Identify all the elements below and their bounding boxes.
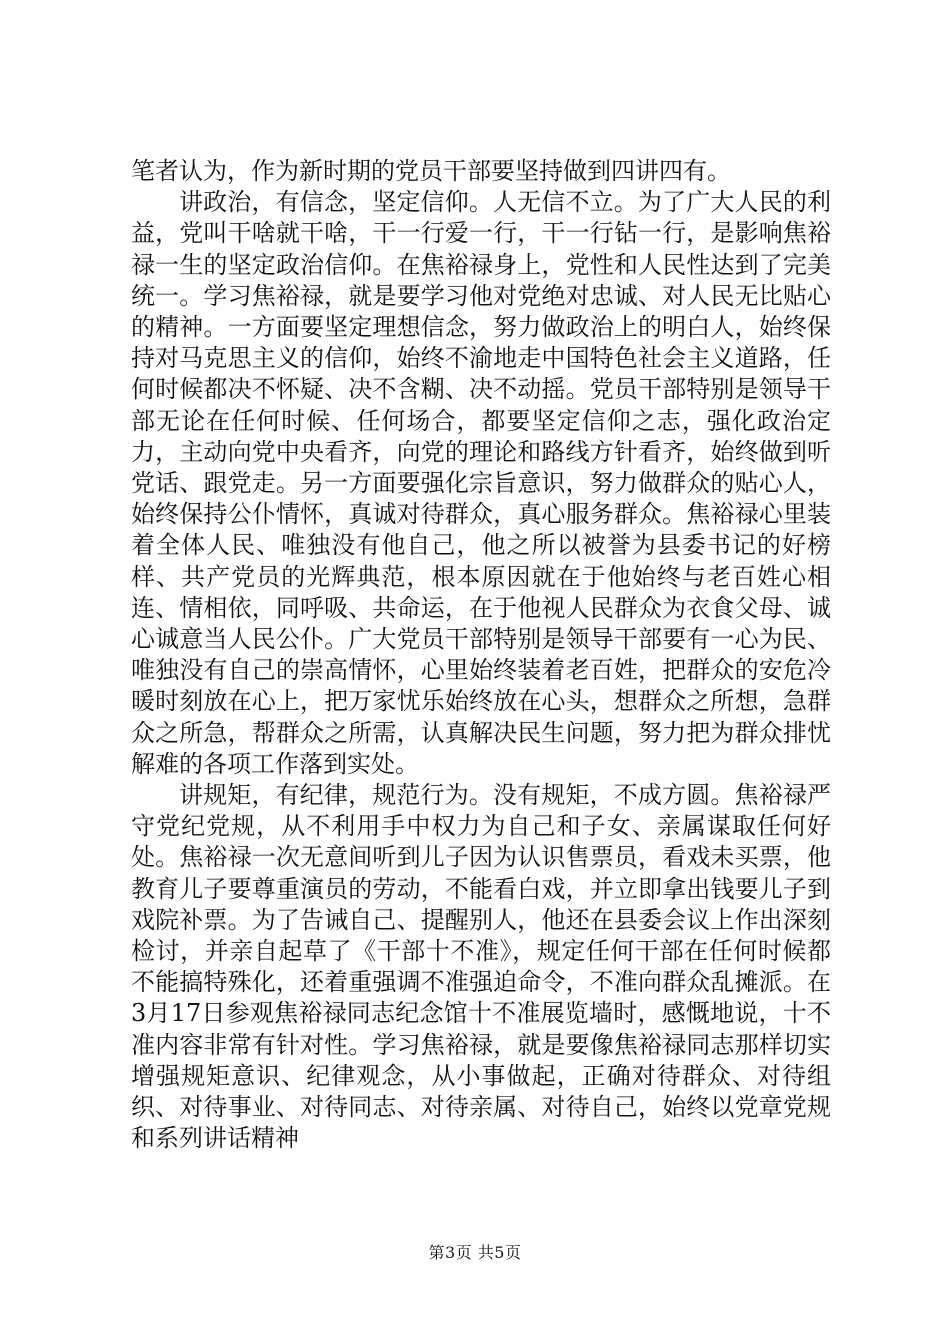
paragraph-intro: 笔者认为，作为新时期的党员干部要坚持做到四讲四有。	[131, 157, 731, 185]
paragraph-politics: 讲政治，有信念，坚定信仰。人无信不立。为了广大人民的利益，党叫干啥就干啥，干一行爱一行，干一行钻一行，是影响焦裕禄一生的坚定政治信仰。在焦裕禄身上，党性和人民性达到了完美统一。学习焦裕禄，就是要学习他对党绝对忠诚、对人民无比贴心的精神。一方面要坚定理想信念，努力做政治上的明白人，始终保持对马克思主义的信仰，始终不渝地走中国特色社会主义道路，任何时候都决不怀疑、决不含糊、决不动摇。党员干部特别是领导干部无论在任何时候、任何场合，都要坚定信仰之志，强化政治定力，主动向党中央看齐，向党的理论和路线方针看齐，始终做到听党话、跟党走。另一方面要强化宗旨意识，努力做群众的贴心人，始终保持公仆情怀，真诚对待群众，真心服务群众。焦裕禄心里装着全体人民、唯独没有他自己，他之所以被誉为县委书记的好榜样、共产党员的光辉典范，根本原因就在于他始终与老百姓心相连、情相依，同呼吸、共命运，在于他视人民群众为衣食父母、诚心诚意当人民公仆。广大党员干部特别是领导干部要有一心为民、唯独没有自己的崇高情怀，心里始终装着老百姓，把群众的安危冷暖时刻放在心上，把万家忧乐始终放在心头，想群众之所想，急群众之所急，帮群众之所需，认真解决民生问题，努力把为群众排忧解难的各项工作落到实处。	[131, 188, 831, 778]
document-body	[131, 156, 831, 1155]
paragraph-rules: 讲规矩，有纪律，规范行为。没有规矩，不成方圆。焦裕禄严守党纪党规，从不利用手中权力为自己和子女、亲属谋取任何好处。焦裕禄一次无意间听到儿子因为认识售票员，看戏未买票，他教育儿子要尊重演员的劳动，不能看白戏，并立即拿出钱要儿子到戏院补票。为了告诫自己、提醒别人，他还在县委会议上作出深刻检讨，并亲自起草了《干部十不准》，规定任何干部在任何时候都不能搞特殊化，还着重强调不准强迫命令，不准向群众乱摊派。在3月17日参观焦裕禄同志纪念馆十不准展览墙时，感慨地说，十不准内容非常有针对性。学习焦裕禄，就是要像焦裕禄同志那样切实增强规矩意识、纪律观念，从小事做起，正确对待群众、对待组织、对待事业、对待同志、对待亲属、对待自己，始终以党章党规和系列讲话精神	[131, 781, 831, 1153]
page-indicator: 第3页 共5页	[428, 1243, 522, 1262]
page-footer	[0, 1240, 950, 1263]
